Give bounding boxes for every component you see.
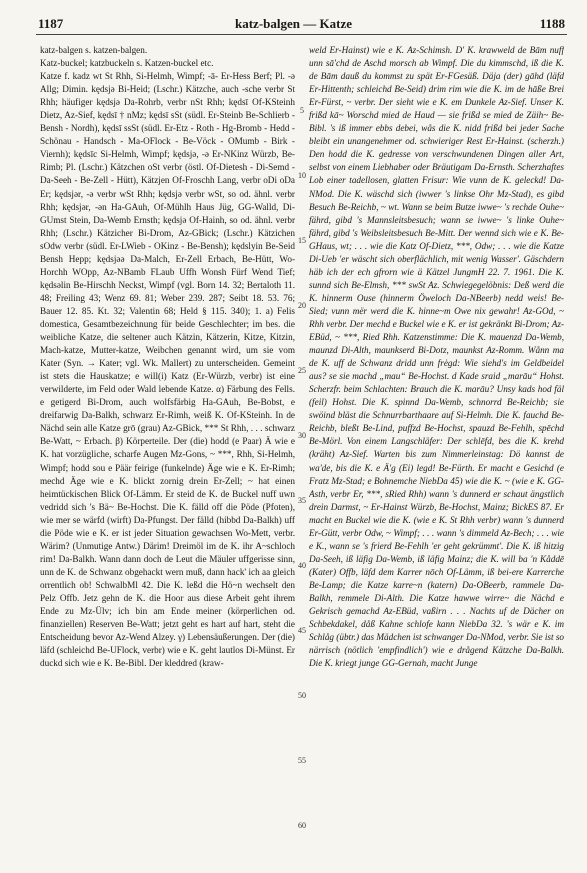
right-page-number: 1188 [539, 16, 565, 31]
line-number: 5 [300, 106, 304, 115]
entry-katze-body: Katze f. kadz wt St Rhh, Si-Helmh, Wimpf; -ā- Er-Hess Berf; Pl. -ə Allg; Dimin. kędsjə Bi-Heid; (Lschr.) Kätzche, auch -sche verbr St Rhh; häufiger kędsjə Da-Rohrb, verbr nSt Rhh; kędsī Of-KSteinh Dietz, Az-Sief, kędsī † nMz; kędsī sSt (südl. Er-Steinb Be-Schlierb - Bensh - Nordh), kędsī ssSt (südl. Er-Etz - Roth - Hg-Bromb - Hedd - Schönau - Handsch - Ma-OFlock - Be-Vöck - OMumb - Birk - Viernh); kędsīc Si-Helmh, Wimpf; kędsjə, -ə Er-NKinz Würzb, Be-Rimb; Pl. (Lschr.) Kätzchen oSt verbr (östl. Of-Dietesh - Di-Semd - Da-Seeh - Be-Zell - Hütt), Kätzjen Of-Froschh Lang, verbr oDi oDa Er; kędsjər, -ə verbr wSt Rhh; kędsjə verbr wSt, so od. ähnl. verbr Rhh; kędsjər, -ən Ha-GAuh, Of-Mühlh Haus Jüg, GG-Walld, Di-GUmst Stein, Da-Wemb Ernsth; kędsjə Of-Hainh, so od. ähnl. verbr Rhh; (Lschr.) Kätzicher Bi-Drom, Az-GBick; (Lschr.) Kätzichen sOdw verbr (südl. Er-LWieb - OKinz - Be-Bensh); kędslyin Be-Seid Bensh Hepp; kędsjəə Da-Malch, Er-Zell Erbach, Be-Hütt, Wo-Horchh WOpp, Az-NBamb FLaub Uffh Wonsh Fürf Wend Tief; kędsəlin Be-Hirschh Neckst, Wimpf (vgl. Born 14. 32; Bertaloth 11. 48; Freiling 43; Wenz 69. 81; Weber 239. 287; Seibt 18. 53. 76; Bauer 12. 85. Kt. 32; Valentin 68; Held § 115. 340); 1. a) Felis domestica, Gesamtbezeichnung für beide Geschlechter; im bes. die weibliche Katze, die seltener auch Kätzin, Kätzerin, Kitze, Kitzin, Mach-katze, Mutter-katze, Weibchen genannt wird, um sie vom Kater (Syn. → Kater; vgl. Wk. Mallert) zu unterscheiden. Gemeint ist stets die Hauskatze; e will(i) Katz (Er-Würzb, verbr) ist eine verwilderte, im Feld oder Wald lebende Katze. α) Färbung des Fells. e getigerd Bi-Drom, auch wolfsfärbig Ha-GAuh, Be-Bobst, e dreifarwig Da-Balkh, schwarz Er-Rimh, weiß K. Of-KSteinh. In de Nächd sein alle Katze grō (grau) Az-GBick, *** St Rhh, . . . schwarz Be-Watt, ~ Erbach. β) Körperteile. Der (die) hodd (e Paar) Ä wie e K. hat vorzügliche, scharfe Augen Mz-Gons, ~ ***, Rhh, Si-Helmh, Wimpf; hodd sou e Päär feirige (funkelnde) Äge wie e K. Er-Rimh; mechd Äge wie e K. blickt zornig drein Er-Zell; ~ hat einen heimtückischen Blick Of-Lämm. Er steid de K. de Buckel nuff uwn vedridd sich 's Bä~ Be-Hochst. Die K. fälld off die Pöde (Pfoten), wie mer se wärfd (wirft) Da-Pfungst. Der fälld (hibbd Da-Balkh) uff die Pöde wie e K. er ist jeder Situation gewachsen Wo-Mett, verbr. Wärim? (Unmutige Antw.) Därim! Dreimöl im de K. ihr A~schloch rim! Da-Balkh. Wann dann doch de Leut die Mäuler uffgerisse sinn, unn de K. de Schwanz obgehackt wern muß, dann hack' ich aa gleich orrentlich ob! SchwalbMl 42. Die K. leßd die Hö~n wechselt den Pelz Offb. Jetz gehn de K. die Hoor aus diese Arbeit geht ihrem Ende zu Mz-Ülv; ich bin am Ende meiner (körperlichen od. finanziellen) Reserven Be-Watt; jetzt geht es hart auf hart, steht die Entscheidung bevor Az-Wend Alzey. γ) Lebensäußerungen. Der (die) läfd (schleichd Be-UFlock, verbr) wie e K. geht lautlos Di-Münst. Er duckd sich wie e K. Be-Bibl. Der kleddred (kraw- [40, 71, 295, 669]
line-number: 20 [298, 301, 306, 310]
right-column [309, 44, 564, 864]
line-number: 40 [298, 561, 306, 570]
line-number: 35 [298, 496, 306, 505]
line-number: 30 [298, 431, 306, 440]
line-number: 55 [298, 756, 306, 765]
page-header [0, 0, 587, 40]
entry-katze-continued: weld Er-Hainst) wie e K. Az-Schimsh. D' K. krawweld de Bām nuff unn sā'chd de Aschd morsch ab Wimpf. Die du kimmschd, iß die K. de Bām dauß du kommst zu spät Er-FGesäß. Däja (der) gāhd (läfd Er-Hittenth; schleichd Be-Seid) drim rim wie die K. im de hāße Brei Er-Fürst, ~ verbr. Der sieht wie e K. em Dunkele Az-Sief. Unser K. frißd kā~ Worschd mied de Haud — sie frißd se mied de Zäih~ Be-Bibl. 's iß immer ebbs debei, wås die K. nidd frißd bei jeder Sache bleibt ein unangenehmer od. schwieriger Rest Er-Hainst. (scherzh.) Den hodd die K. gedresse von verschwundenen Dingen aller Art, selbst von einem Liebhaber oder Bräutigam Da-Ernsth. Scherzhaftes Lob einer tadellosen, glatten Frisur: Wie vunn de K. geleckd! Da-NMod. Die K. wäschd sich (iwwer 's linkse Ohr Mz-Stad), es gibd Besuch Be-Reichb, ~ wt. Wann se beim Butze iwwe~ 's rechde Ouhe~ fährd, gibd 's Mannsleitsbesuch; wann se iwwe~ 's linke Ouhe~ fährd, gibd 's Weibsleitsbesuch Be-Mitt. Der wennd sich wie e K. Be-GHaus, wt; . . . wie die Katz Of-Dietz, ***, Odw; . . . wie die Katze Di-Ueb 'er wäscht sich oberflächlich, mit wenig Wasser'. Gäschdern häb ich der ech gfrorn wie ä Kätzel JungmH 22. 7. 1961. Die K. sunnd sich Be-Elmsh, *** swSt Az. Schwiegegelöbnis: Deß werd die K. hinnerm Ouse (hinnerm Öweloch Da-NBeerb) nedd weis! Be-Sied; vunn mër werd die K. hinne~m Owe nix gewahr! Az-GOd, ~ Rhh verbr. Der mechd e Buckel wie e K. er ist gekränkt Bi-Drom; Az-EBüd, ~ ***, Ried Rhh. Katzenstimme: Die K. mauenzd Da-Wemb, maunzd Di-Alth, maunkserd Bi-Dotz, maunkst Az-Romm. Wånn ma de K. uff de Schwanz dridd unn frėgd: Wie siehd's im Geldbeidel aus? se sie machd „mau“ Be-Hochst. d Kade sraid „marāu“ Hohst. Scherzfr. beim Schlachten: Brauch die K. marāu? Unsy kads hod fäl (feil) Hohst. Die K. spinnd Da-Wemb, schnorrd Be-Reichb; sie swöind bläst die Schnurrbarthaare auf Si-Helmh. Die K. fauchd Be-Reichb, bleßt Be-Lind, puffzd Be-Hochst, spauzd Be-Fehlh, spēchd Be-Mörl. Von einem Langschläfer: Der schlēfd, bes die K. krehd (kräht) Az-Sief. Warten bis zum Nimmerleinstag: Dö kannst de wa'de, bis die K. e Ä'g (Ei) legd! Be-Fürth. Er macht e Gesichd (e Fratz Mz-Stad; e Bohnemche NiebDa 45) wie die K. ~ (wie e K. GG-Asth, verbr Er, ***, sRied Rhh) wann 's dunnerd er schaut ängstlich drein Darmst, ~ Er-Hainst Würzb, Be-Hochst, Mainz; BickES 87. Er macht en Buckel wie die K. (wie e K. St Rhh verbr) wann 's dunnerd Er-Gütt, verbr Odw, ~ Wimpf; . . . wann 's dimmeld Az-Bech; . . . wie e K., wann se 's frierd Be-Fehlh 'er geht gekrümmt'. Die K. iß hitzig Da-Seeh, iß läfig Da-Wemb, iß läfig Mainz; die K. will ba 'n Kåddē (Kater) Offb, läfd dem Karrer nōch Of-Lämm, iß bei-ere Karrerche Be-Lamp; die Katze karre~n (katern) Da-OBeerb, rammele Da-Balkh, remmele Di-Alth. Die Katze hawwe wirre~ die Nächd e Gekrisch gemachd Az-EBüd, vaßirn . . . Nachts uf de Dächer on Schbekdakel, dåß Kahne schlofe kann NiebDa 32. 's wär e K. im Schlåg (übtr.) das Mädchen ist schwanger Da-NMod, verbr. Sie ist so närrisch (nötlich 'empfindlich') wie e drågend Kätzche Da-Balkh. Die K. kriegt junge GG-Gernah, macht Junge [309, 45, 564, 669]
header-rule [36, 34, 567, 35]
line-number: 60 [298, 821, 306, 830]
line-number: 50 [298, 691, 306, 700]
entry-katz-balgen: katz-balgen s. katzen-balgen. [40, 45, 148, 55]
line-number-gutter [296, 44, 308, 864]
left-column [40, 44, 295, 864]
left-page-number: 1187 [38, 16, 64, 31]
running-title: katz-balgen — Katze [235, 16, 352, 31]
line-number: 15 [298, 236, 306, 245]
line-number: 10 [298, 171, 306, 180]
entry-katz-buckel: Katz-buckel; katzbuckeln s. Katzen-buckel etc. [40, 58, 214, 69]
line-number: 25 [298, 366, 306, 375]
line-number: 45 [298, 626, 306, 635]
